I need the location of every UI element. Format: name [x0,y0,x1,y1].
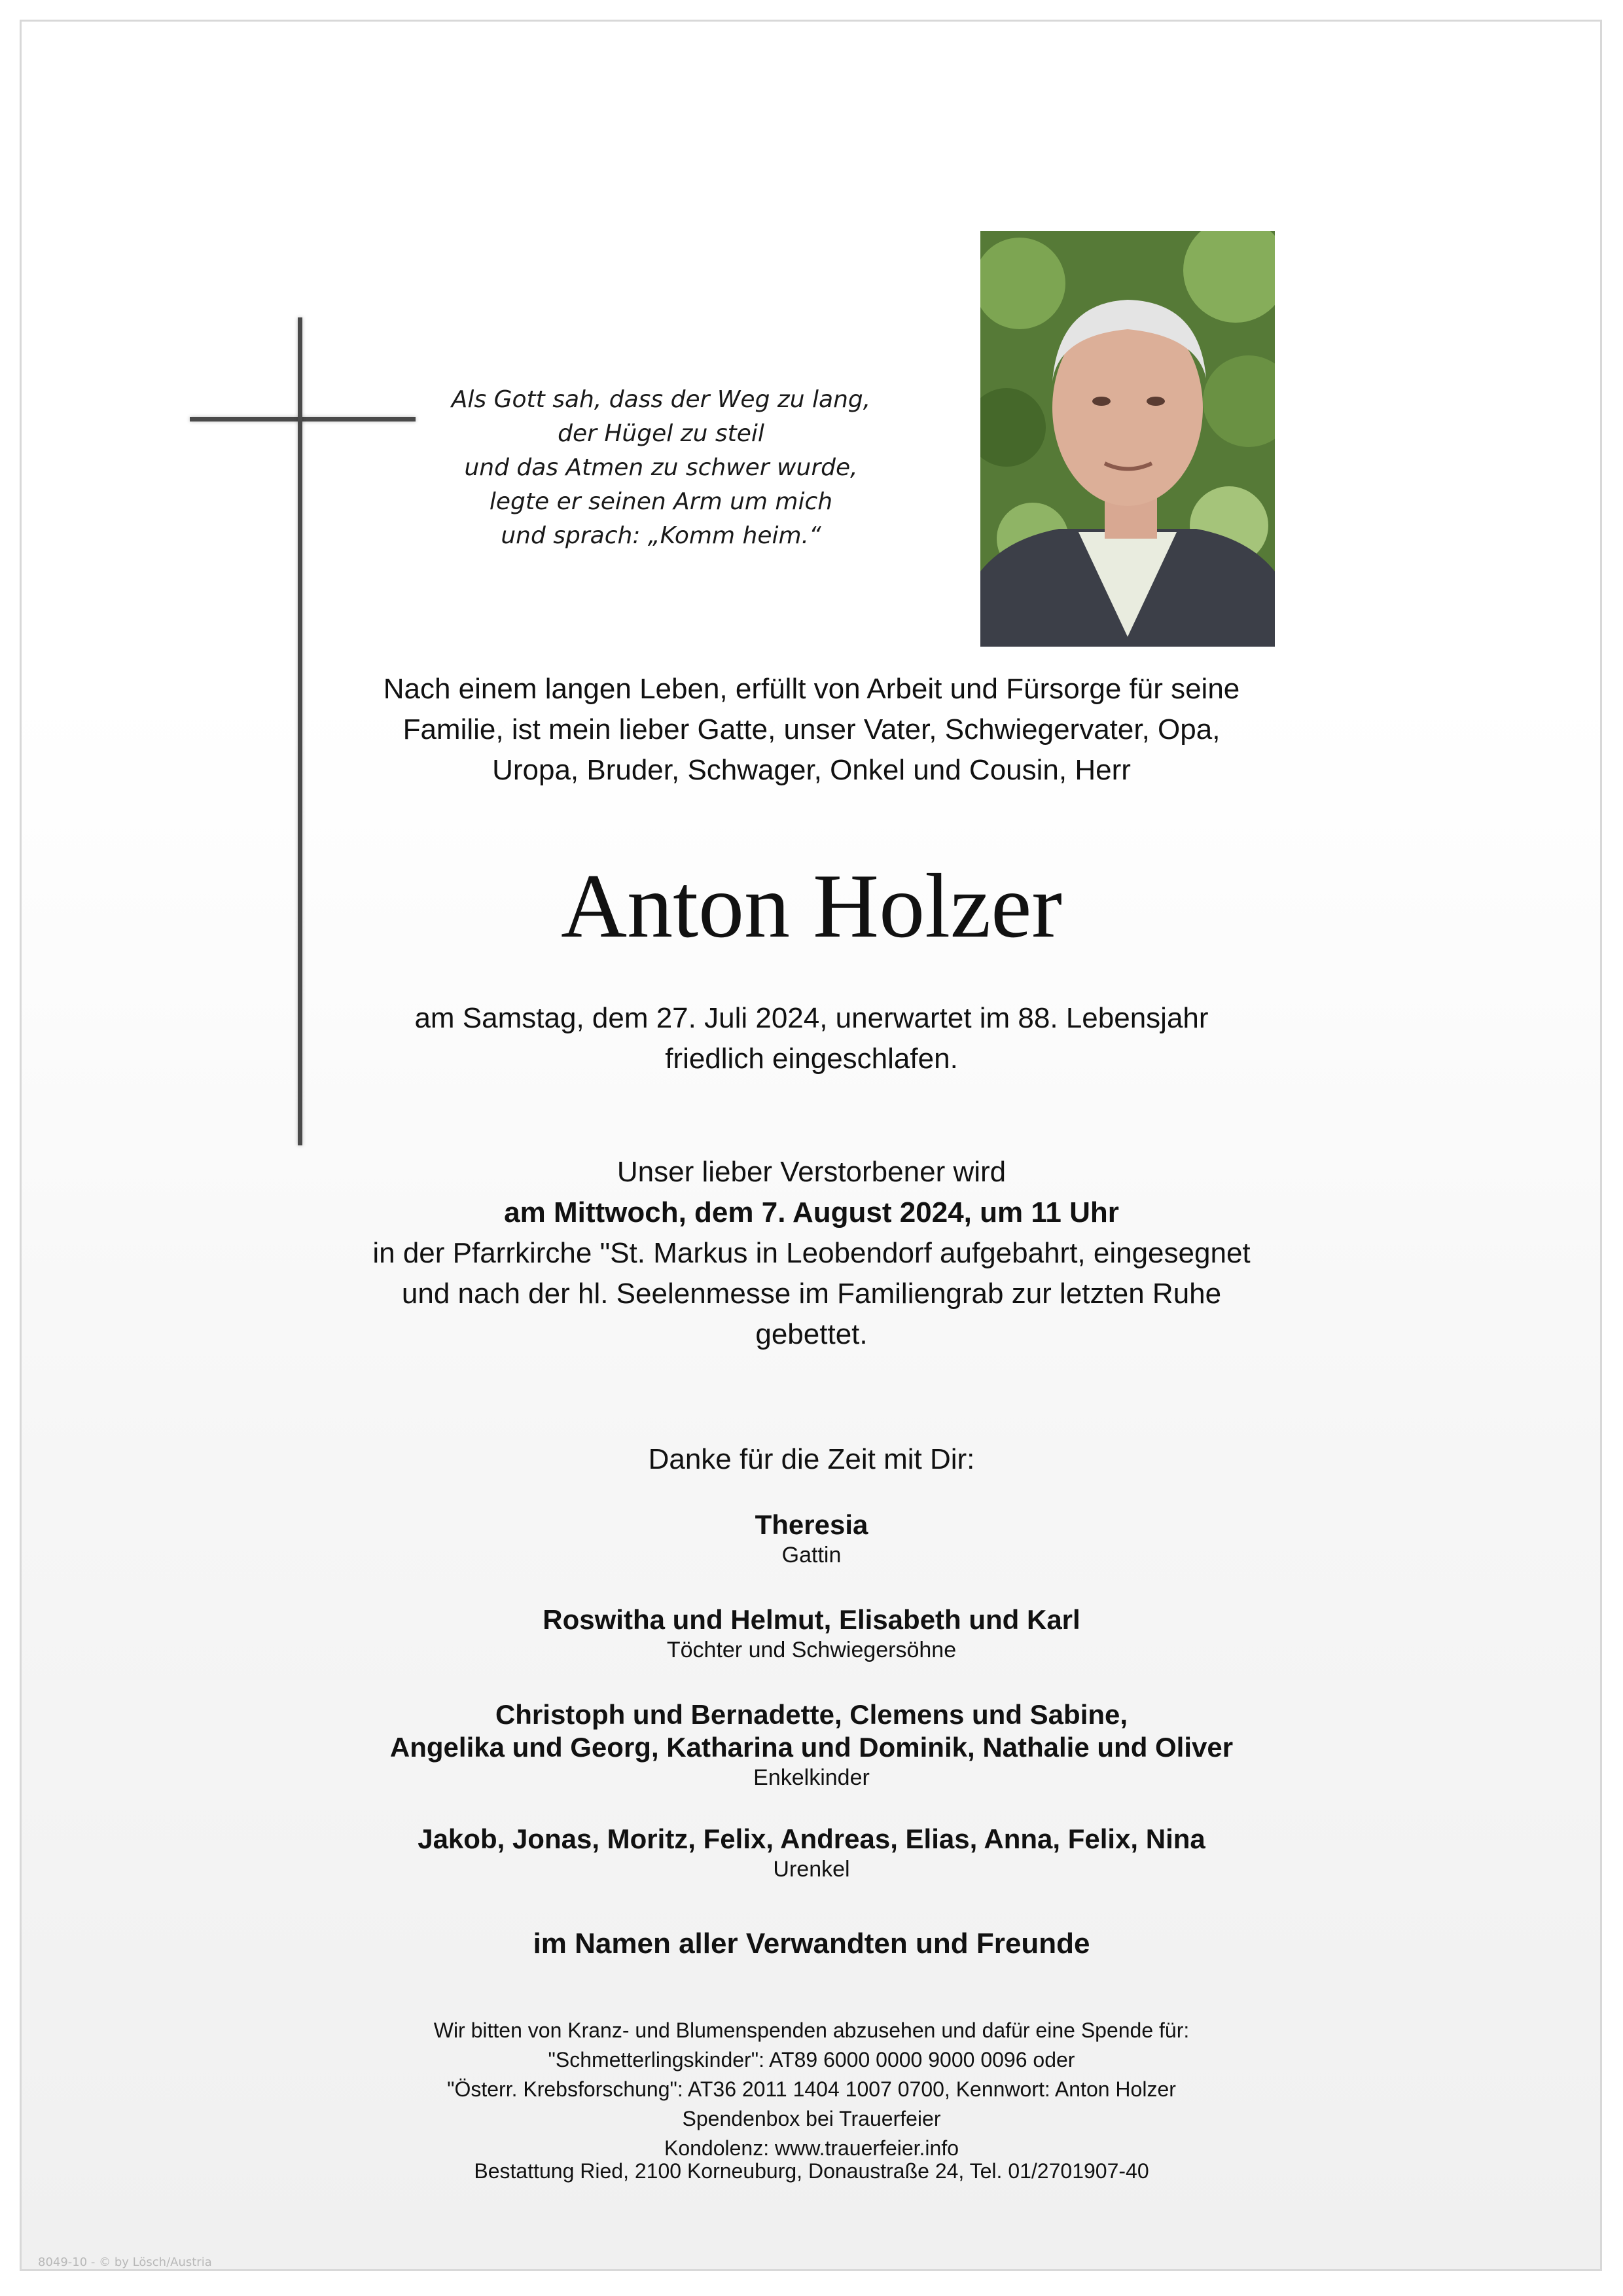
mourner-names: Christoph und Bernadette, Clemens und Sabine, [495,1699,1128,1730]
poem-line: Als Gott sah, dass der Weg zu lang, [451,386,871,413]
mourner-role: Enkelkinder [753,1765,870,1790]
mourner-names: Roswitha und Helmut, Elisabeth und Karl [543,1604,1080,1635]
death-notice [0,998,1623,1079]
funeral-notice [0,1152,1623,1355]
cross-icon-horizontal [190,417,416,422]
deceased-name: Anton Holzer [561,855,1062,957]
poem-line: und sprach: „Komm heim.“ [501,522,821,549]
footer-code: 8049-10 - © by Lösch/Austria [38,2255,212,2269]
funeral-date: am Mittwoch, dem 7. August 2024, um 11 Uhr [504,1196,1119,1229]
funeral-line: und nach der hl. Seelenmesse im Familiengrab zur letzten Ruhe [401,1278,1222,1310]
mourner-role: Urenkel [773,1857,850,1882]
portrait-icon [980,231,1275,647]
intro-line: Nach einem langen Leben, erfüllt von Arbeit und Fürsorge für seine [383,673,1240,705]
intro-text [0,669,1623,791]
funeral-line: gebettet. [755,1318,868,1350]
death-line: friedlich eingeschlafen. [665,1043,958,1075]
donation-line: "Österr. Krebsforschung": AT36 2011 1404 1007 0700, Kennwort: Anton Holzer [447,2077,1176,2101]
mourner-names: Jakob, Jonas, Moritz, Felix, Andreas, Elias, Anna, Felix, Nina [418,1823,1205,1854]
poem-line: legte er seinen Arm um mich [489,488,833,515]
donation-line: "Schmetterlingskinder": AT89 6000 0000 9000 0096 oder [548,2048,1075,2072]
mourner-role: Töchter und Schwiegersöhne [666,1638,957,1662]
poem-line: der Hügel zu steil [558,420,764,447]
mourner-group [0,1604,1623,1664]
intro-line: Uropa, Bruder, Schwager, Onkel und Cousin, Herr [492,754,1131,786]
donation-notice [0,2016,1623,2163]
mourner-group [0,1509,1623,1569]
closing-line: im Namen aller Verwandten und Freunde [533,1928,1090,1960]
mourner-role: Gattin [781,1543,842,1568]
undertaker-info: Bestattung Ried, 2100 Korneuburg, Donaustraße 24, Tel. 01/2701907-40 [474,2159,1149,2183]
mourner-group [0,1823,1623,1883]
mourner-group [0,1698,1623,1791]
portrait-photo [980,231,1275,647]
funeral-line: in der Pfarrkirche "St. Markus in Leobendorf aufgebahrt, eingesegnet [372,1237,1251,1269]
death-line: am Samstag, dem 27. Juli 2024, unerwartet im 88. Lebensjahr [414,1002,1209,1034]
donation-line: Wir bitten von Kranz- und Blumenspenden abzusehen und dafür eine Spende für: [433,2018,1190,2042]
poem [419,383,903,553]
mourner-names: Theresia [755,1509,868,1540]
mourner-names: Angelika und Georg, Katharina und Dominik, Nathalie und Oliver [389,1732,1234,1763]
thanks-line: Danke für die Zeit mit Dir: [648,1443,975,1475]
donation-line: Spendenbox bei Trauerfeier [682,2107,941,2130]
funeral-line: Unser lieber Verstorbener wird [616,1156,1007,1188]
poem-line: und das Atmen zu schwer wurde, [464,454,858,481]
condolence-link: Kondolenz: www.trauerfeier.info [664,2136,959,2160]
intro-line: Familie, ist mein lieber Gatte, unser Vater, Schwiegervater, Opa, [402,713,1221,745]
